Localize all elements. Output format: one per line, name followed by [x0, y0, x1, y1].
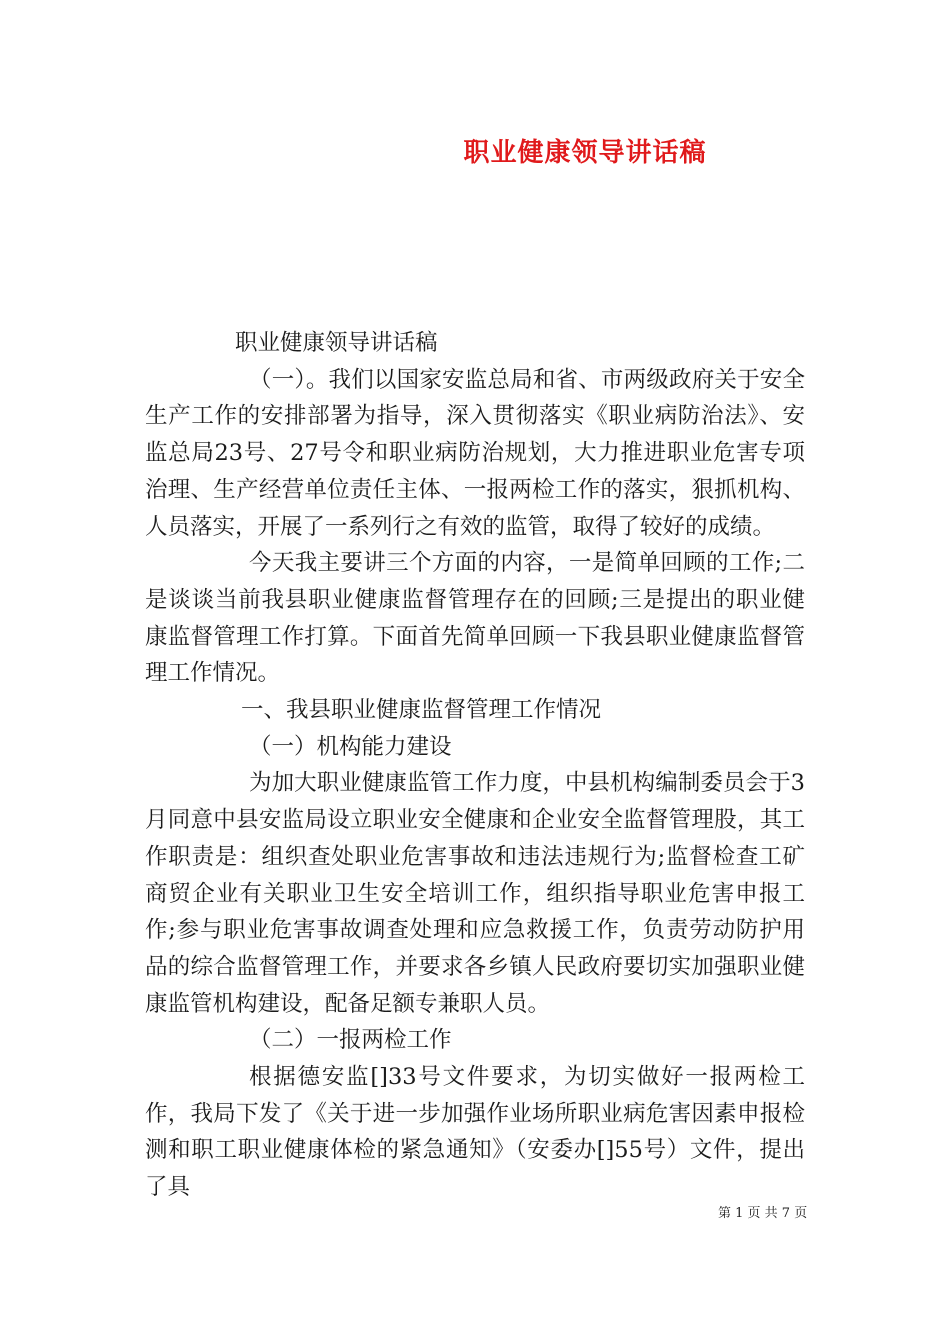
body-paragraph: （一）。我们以国家安监总局和省、市两级政府关于安全生产工作的安排部署为指导，深入贯彻落实《职业病防治法》、安监总局23号、27号令和职业病防治规划，大力推进职业危害专项治理、生产经营单位责任主体、一报两检工作的落实，狠抓机构、人员落实，开展了一系列行之有效的监管，取得了较好的成绩。 [145, 366, 805, 540]
document-title: 职业健康领导讲话稿 [463, 138, 707, 168]
subsection-heading: （二）一报两检工作 [249, 1027, 452, 1054]
body-paragraph: 为加大职业健康监管工作力度，中县机构编制委员会于3月同意中县安监局设立职业安全健康和企业安全监督管理股，其工作职责是：组织查处职业危害事故和违法违规行为;监督检查工矿商贸企业有关职业卫生安全培训工作，组织指导职业危害申报工作;参与职业危害事故调查处理和应急救援工作，负责劳动防护用品的综合监督管理工作，并要求各乡镇人民政府要切实加强职业健康监管机构建设，配备足额专兼职人员。 [145, 770, 805, 1017]
subsection-heading: （一）机构能力建设 [249, 733, 452, 760]
section-heading: 一、我县职业健康监督管理工作情况 [241, 697, 602, 724]
page-footer: 第 1 页 共 7 页 [718, 1206, 808, 1221]
document-body [145, 325, 805, 1206]
body-paragraph: 今天我主要讲三个方面的内容，一是简单回顾的工作;二是谈谈当前我县职业健康监督管理存在的回顾;三是提出的职业健康监督管理工作打算。下面首先简单回顾一下我县职业健康监督管理工作情况。 [145, 550, 805, 687]
body-paragraph: 根据德安监[]33号文件要求，为切实做好一报两检工作，我局下发了《关于进一步加强作业场所职业病危害因素申报检测和职工职业健康体检的紧急通知》（安委办[]55号）文件，提出了具 [145, 1064, 805, 1201]
body-heading: 职业健康领导讲话稿 [235, 330, 438, 356]
